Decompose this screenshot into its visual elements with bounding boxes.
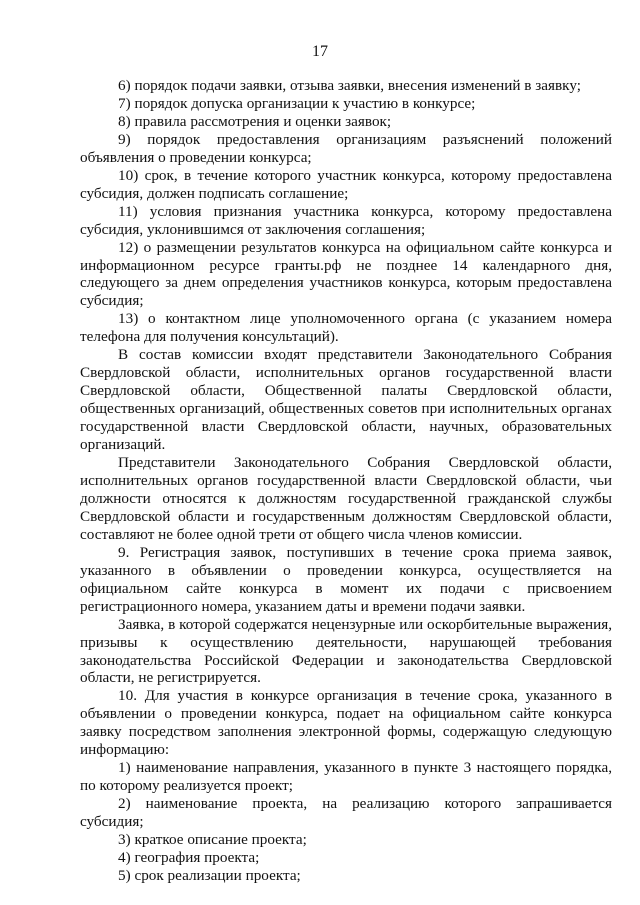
paragraph-application-not-registered: Заявка, в которой содержатся нецензурные или оскорбительные выражения, призывы к осуществлению деятельности, нарушающей требования законодательства Российской Федерации и законодательства Свердловской области, не регистрируется. [80, 615, 612, 687]
document-body [80, 77, 612, 885]
paragraph-info-item-5: 5) срок реализации проекта; [118, 866, 301, 884]
paragraph-list-item-6: 6) порядок подачи заявки, отзыва заявки, внесения изменений в заявку; [118, 77, 581, 94]
paragraph-info-item-3: 3) краткое описание проекта; [118, 831, 307, 849]
paragraph-section-9: 9. Регистрация заявок, поступивших в течение срока приема заявок, указанного в объявлении о проведении конкурса, осуществляется на официальном сайте конкурса в момент их подачи с присвоением регистрационного номера, указанием даты и времени подачи заявки. [80, 543, 612, 615]
paragraph-list-item-10: 10) срок, в течение которого участник конкурса, которому предоставлена субсидия, должен подписать соглашение; [80, 166, 612, 202]
paragraph-list-item-11: 11) условия признания участника конкурса, которому предоставлена субсидия, уклонившимся от заключения соглашения; [80, 202, 612, 238]
paragraph-info-item-4: 4) география проекта; [118, 848, 260, 866]
paragraph-commission-composition: В состав комиссии входят представители Законодательного Собрания Свердловской области, исполнительных органов государственной власти Свердловской области, Общественной палаты Свердловской области, общественных организаций, общественных советов при исполнительных органах государственной власти Свердловской области, научных, образовательных организаций. [80, 346, 612, 454]
paragraph-list-item-9: 9) порядок предоставления организациям разъяснений положений объявления о проведении конкурса; [80, 130, 612, 166]
paragraph-list-item-13: 13) о контактном лице уполномоченного органа (с указанием номера телефона для получения консультаций). [80, 310, 612, 346]
paragraph-section-10: 10. Для участия в конкурсе организация в течение срока, указанного в объявлении о проведении конкурса, подает на официальном сайте конкурса заявку посредством заполнения электронной формы, содержащую следующую информацию: [80, 687, 612, 759]
paragraph-info-item-2: 2) наименование проекта, на реализацию которого запрашивается субсидия; [80, 795, 612, 831]
paragraph-list-item-8: 8) правила рассмотрения и оценки заявок; [118, 112, 392, 130]
paragraph-commission-representatives: Представители Законодательного Собрания Свердловской области, исполнительных органов государственной власти Свердловской области, чьи должности относятся к должностям государственной гражданской службы Свердловской области и государственным должностям Свердловской области, составляют не более одной трети от общего числа членов комиссии. [80, 454, 612, 543]
paragraph-list-item-7: 7) порядок допуска организации к участию в конкурсе; [118, 94, 476, 112]
paragraph-list-item-12: 12) о размещении результатов конкурса на официальном сайте конкурса и информационном ресурсе гранты.рф не позднее 14 календарного дня, следующего за днем определения участников конкурса, которым предоставлена субсидия; [80, 238, 612, 310]
page-number: 17 [312, 43, 328, 60]
paragraph-info-item-1: 1) наименование направления, указанного в пункте 3 настоящего порядка, по которому реализуется проект; [80, 759, 612, 795]
